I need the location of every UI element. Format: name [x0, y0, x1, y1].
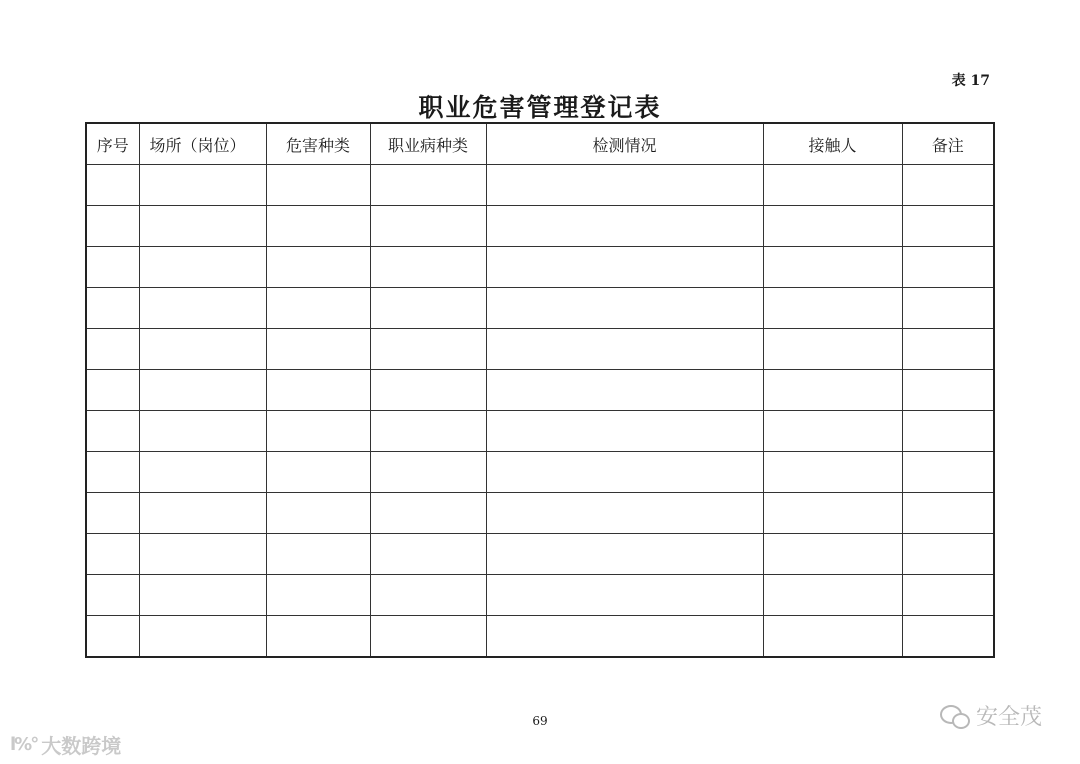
cell-disease-type: [370, 616, 486, 658]
cell-exposed-persons: [763, 411, 902, 452]
cell-serial-number: [86, 247, 139, 288]
cell-hazard-type: [266, 575, 370, 616]
header-serial-number: 序号: [86, 123, 139, 165]
table-row: [86, 493, 994, 534]
cell-location: [139, 329, 266, 370]
page-number: 69: [532, 714, 548, 728]
header-row: [86, 123, 994, 165]
table-row: [86, 411, 994, 452]
header-remarks: 备注: [902, 123, 994, 165]
cell-remarks: [902, 247, 994, 288]
table-row: [86, 247, 994, 288]
cell-serial-number: [86, 288, 139, 329]
cell-detection-status: [486, 165, 763, 206]
table-row: [86, 370, 994, 411]
cell-exposed-persons: [763, 616, 902, 658]
cell-serial-number: [86, 411, 139, 452]
cell-serial-number: [86, 165, 139, 206]
cell-remarks: [902, 329, 994, 370]
cell-detection-status: [486, 206, 763, 247]
header-hazard-type: 危害种类: [266, 123, 370, 165]
cell-location: [139, 411, 266, 452]
cell-detection-status: [486, 534, 763, 575]
cell-hazard-type: [266, 370, 370, 411]
wechat-icon: [940, 703, 970, 729]
cell-serial-number: [86, 616, 139, 658]
cell-hazard-type: [266, 411, 370, 452]
watermark-right: [940, 700, 1042, 731]
table-row: [86, 206, 994, 247]
cell-hazard-type: [266, 616, 370, 658]
cell-remarks: [902, 411, 994, 452]
cell-hazard-type: [266, 247, 370, 288]
cell-exposed-persons: [763, 452, 902, 493]
cell-exposed-persons: [763, 370, 902, 411]
cell-disease-type: [370, 575, 486, 616]
cell-hazard-type: [266, 452, 370, 493]
cell-serial-number: [86, 575, 139, 616]
cell-hazard-type: [266, 206, 370, 247]
cell-exposed-persons: [763, 575, 902, 616]
watermark-left-text: 大数跨境: [41, 734, 122, 758]
header-exposed-persons: 接触人: [763, 123, 902, 165]
header-detection-status: 检测情况: [486, 123, 763, 165]
header-location: 场所（岗位）: [139, 123, 266, 165]
cell-remarks: [902, 288, 994, 329]
cell-exposed-persons: [763, 206, 902, 247]
cell-hazard-type: [266, 493, 370, 534]
cell-location: [139, 452, 266, 493]
cell-serial-number: [86, 493, 139, 534]
cell-location: [139, 370, 266, 411]
cell-serial-number: [86, 534, 139, 575]
cell-detection-status: [486, 329, 763, 370]
cell-disease-type: [370, 452, 486, 493]
watermark-logo-icon: l%°: [10, 734, 38, 755]
table-row: [86, 452, 994, 493]
cell-detection-status: [486, 288, 763, 329]
cell-exposed-persons: [763, 288, 902, 329]
cell-serial-number: [86, 206, 139, 247]
table-row: [86, 329, 994, 370]
cell-detection-status: [486, 452, 763, 493]
cell-location: [139, 534, 266, 575]
cell-location: [139, 247, 266, 288]
cell-remarks: [902, 452, 994, 493]
cell-remarks: [902, 206, 994, 247]
cell-remarks: [902, 370, 994, 411]
cell-disease-type: [370, 534, 486, 575]
cell-disease-type: [370, 411, 486, 452]
cell-remarks: [902, 534, 994, 575]
cell-hazard-type: [266, 534, 370, 575]
table-row: [86, 288, 994, 329]
cell-hazard-type: [266, 288, 370, 329]
watermark-left: [10, 730, 121, 759]
cell-serial-number: [86, 452, 139, 493]
cell-detection-status: [486, 411, 763, 452]
cell-disease-type: [370, 493, 486, 534]
header-disease-type: 职业病种类: [370, 123, 486, 165]
cell-disease-type: [370, 288, 486, 329]
cell-remarks: [902, 575, 994, 616]
cell-serial-number: [86, 329, 139, 370]
cell-hazard-type: [266, 165, 370, 206]
cell-detection-status: [486, 575, 763, 616]
cell-disease-type: [370, 165, 486, 206]
cell-location: [139, 493, 266, 534]
cell-disease-type: [370, 206, 486, 247]
cell-detection-status: [486, 616, 763, 658]
table-row: [86, 165, 994, 206]
cell-detection-status: [486, 370, 763, 411]
cell-disease-type: [370, 247, 486, 288]
table-row: [86, 575, 994, 616]
table-row: [86, 616, 994, 658]
cell-exposed-persons: [763, 329, 902, 370]
table-body: [86, 165, 994, 658]
cell-exposed-persons: [763, 493, 902, 534]
watermark-right-text: 安全茂: [975, 705, 1042, 730]
cell-serial-number: [86, 370, 139, 411]
cell-location: [139, 206, 266, 247]
page-title: 职业危害管理登记表: [418, 93, 662, 122]
cell-location: [139, 288, 266, 329]
cell-location: [139, 616, 266, 658]
cell-remarks: [902, 165, 994, 206]
cell-location: [139, 575, 266, 616]
cell-remarks: [902, 616, 994, 658]
cell-detection-status: [486, 493, 763, 534]
cell-exposed-persons: [763, 165, 902, 206]
cell-exposed-persons: [763, 534, 902, 575]
table-row: [86, 534, 994, 575]
cell-location: [139, 165, 266, 206]
cell-hazard-type: [266, 329, 370, 370]
cell-disease-type: [370, 370, 486, 411]
cell-disease-type: [370, 329, 486, 370]
cell-exposed-persons: [763, 247, 902, 288]
cell-detection-status: [486, 247, 763, 288]
register-table: [85, 122, 995, 658]
table-number: 表 17: [951, 73, 990, 89]
cell-remarks: [902, 493, 994, 534]
